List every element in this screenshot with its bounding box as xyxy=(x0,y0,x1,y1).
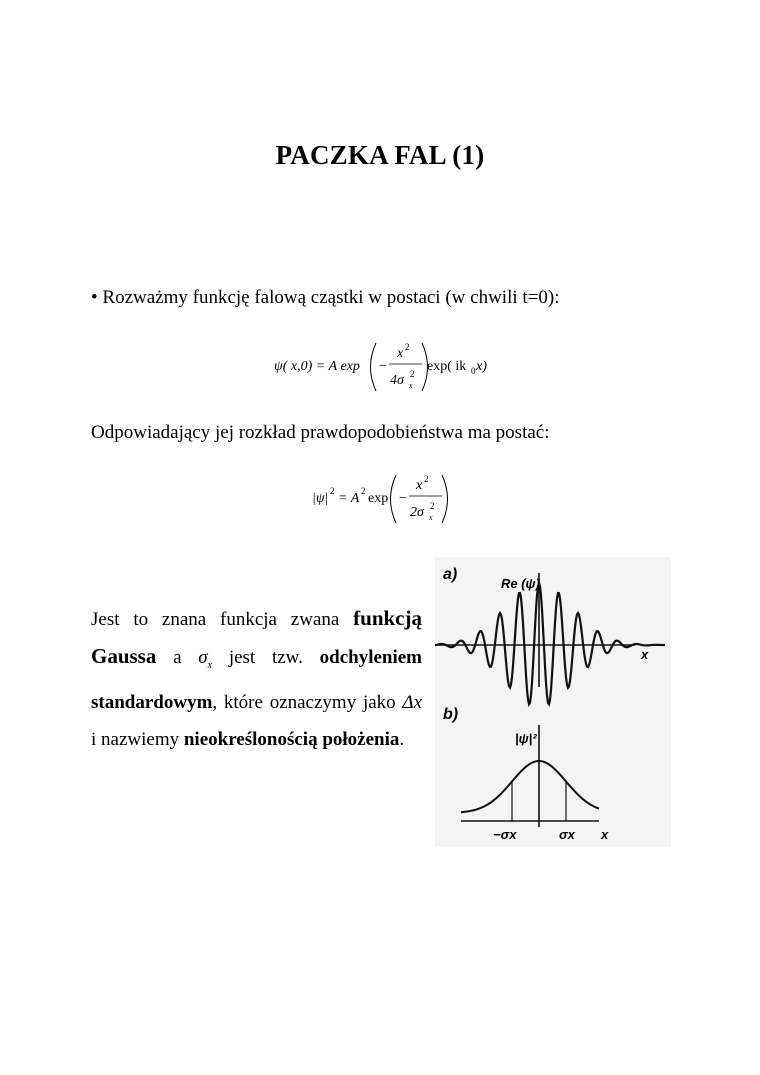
term-odchyleniem: odchyleniem xyxy=(319,647,423,668)
eq2-lhs-exp: 2 xyxy=(330,486,335,496)
eq1-lhs: ψ( x,0) = A exp xyxy=(274,359,360,374)
eq2-den-exp: 2 xyxy=(430,501,435,511)
delta-x-symbol: Δx xyxy=(402,691,423,713)
eq2-den: 2σ xyxy=(410,505,424,520)
figure-background xyxy=(435,557,671,847)
body-text-3: jest tzw. xyxy=(228,647,303,668)
term-nieokreslonoscia: nieokreślonością xyxy=(183,728,318,750)
body-text-5: i nazwiemy xyxy=(91,728,180,750)
eq2-minus: − xyxy=(399,491,407,506)
term-standardowym: standardowym xyxy=(91,691,213,713)
eq2-eq: = A xyxy=(338,491,360,506)
sigma-subscript: x xyxy=(207,659,213,671)
eq1-tail-end: x) xyxy=(476,359,487,374)
eq2-fn: exp xyxy=(368,491,389,506)
equation-wavefunction-svg xyxy=(272,340,492,395)
eq2-lhs: |ψ| xyxy=(312,491,329,506)
eq2-den-sub: x xyxy=(429,513,433,522)
eq2-a-exp: 2 xyxy=(361,486,366,496)
eq2-num: x xyxy=(416,478,423,493)
eq2-num-exp: 2 xyxy=(424,474,429,484)
eq1-tail-sub: 0 xyxy=(471,366,476,376)
distribution-intro: Odpowiadający jej rozkład prawdopodobieństwa ma postać: xyxy=(91,422,550,443)
term-gaussa: Gaussa xyxy=(91,644,157,668)
term-polozenia: położenia xyxy=(322,728,400,750)
body-text-2: a xyxy=(173,647,182,668)
eq1-num-exp: 2 xyxy=(405,342,410,352)
eq1-tail: exp( ik xyxy=(427,359,467,374)
equation-probability-svg xyxy=(312,472,452,527)
body-text-4: , które oznaczymy jako xyxy=(212,691,396,713)
panel-b-ylabel: |ψ|² xyxy=(515,731,537,746)
page-title: PACZKA FAL (1) xyxy=(275,140,485,170)
sigma-letter: σ xyxy=(198,647,208,668)
panel-a-xlabel: x xyxy=(641,647,649,662)
eq2-right-paren xyxy=(442,475,448,523)
bullet-icon: • xyxy=(91,287,98,308)
eq1-den: 4σ xyxy=(390,373,404,388)
eq1-left-paren xyxy=(371,343,377,391)
eq1-minus: − xyxy=(379,359,387,374)
equation-probability xyxy=(312,472,452,527)
panel-a-label: a) xyxy=(443,566,458,583)
wave-packet-figure xyxy=(435,557,671,847)
eq1-num: x xyxy=(397,346,404,361)
tick-pos-sigma: σx xyxy=(559,827,575,842)
intro-line xyxy=(91,287,559,309)
wave-packet-figure-svg xyxy=(435,557,671,847)
intro-text: Rozważmy funkcję falową cząstki w postaci (w chwili t=0): xyxy=(102,287,560,308)
gauss-paragraph xyxy=(91,600,422,758)
eq2-left-paren xyxy=(391,475,397,523)
eq1-den-sub: x xyxy=(409,381,413,390)
body-text-1: Jest to znana funkcja zwana xyxy=(91,609,340,630)
panel-b-xlabel: x xyxy=(601,827,609,842)
term-funkcja: funkcją xyxy=(353,606,422,630)
panel-b-label: b) xyxy=(443,706,459,723)
body-text-6: . xyxy=(399,728,405,750)
equation-wavefunction xyxy=(272,340,492,395)
sigma-symbol xyxy=(198,647,213,671)
tick-neg-sigma: −σx xyxy=(493,827,517,842)
panel-a-ylabel: Re (ψ) xyxy=(501,576,540,591)
eq1-den-exp: 2 xyxy=(410,369,415,379)
